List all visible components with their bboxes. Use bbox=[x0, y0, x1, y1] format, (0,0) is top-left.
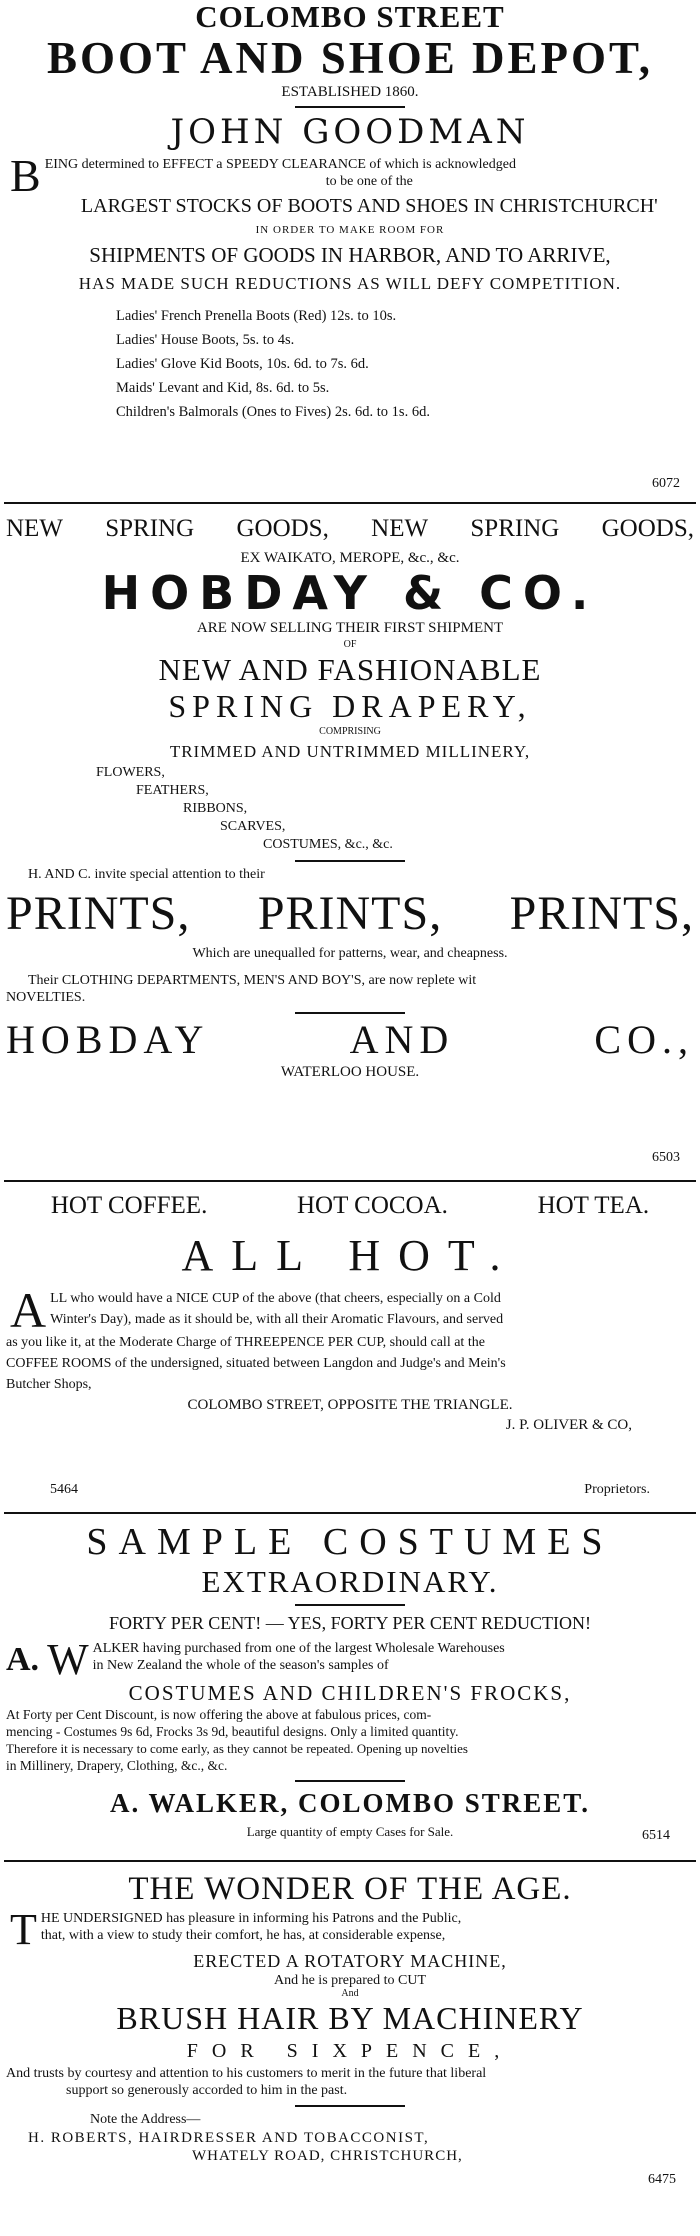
drop-capital: W bbox=[47, 1635, 89, 1684]
ad-reference-number: 6503 bbox=[652, 1150, 680, 1165]
price-item: Children's Balmorals (Ones to Fives) 2s. 6d. to 1s. 6d. bbox=[116, 404, 430, 420]
waterloo-house-line: WATERLOO HOUSE. bbox=[280, 1064, 420, 1080]
divider-rule bbox=[295, 1604, 405, 1606]
prints-word: PRINTS, bbox=[257, 887, 443, 940]
trusts-line: And trusts by courtesy and attention to his customers to merit in the future that liberal bbox=[6, 2066, 487, 2081]
goods-item: COSTUMES, &c., &c. bbox=[263, 837, 393, 852]
price-item: Ladies' House Boots, 5s. to 4s. bbox=[116, 332, 295, 348]
divider-rule bbox=[295, 860, 405, 862]
prints-word: PRINTS, bbox=[6, 887, 191, 940]
body-line: LL who would have a NICE CUP of the above (that cheers, especially on a Cold bbox=[50, 1291, 501, 1306]
divider-rule bbox=[295, 1780, 405, 1782]
goods-list bbox=[6, 764, 694, 854]
drink-item: HOT COCOA. bbox=[296, 1192, 448, 1219]
hot-drinks-line bbox=[6, 1188, 694, 1224]
undersigned-opening bbox=[6, 1905, 694, 1954]
prints-word: PRINTS, bbox=[509, 887, 694, 940]
walker-opening bbox=[6, 1635, 694, 1684]
body-line: Butcher Shops, bbox=[6, 1377, 92, 1392]
sixpence-line: FOR SIXPENCE, bbox=[186, 2040, 514, 2062]
spring-drapery-line: SPRING DRAPERY, bbox=[168, 688, 532, 724]
goods-item: SCARVES, bbox=[220, 819, 286, 834]
opening-line: HE UNDERSIGNED has pleasure in informing his Patrons and the Public, bbox=[40, 1911, 462, 1926]
millinery-line: TRIMMED AND UNTRIMMED MILLINERY, bbox=[169, 742, 531, 761]
sample-costumes-title: SAMPLE COSTUMES bbox=[86, 1521, 614, 1563]
drink-item: HOT COFFEE. bbox=[50, 1192, 208, 1219]
special-attention-line: H. AND C. invite special attention to their bbox=[28, 867, 265, 882]
ex-ships-line: EX WAIKATO, MEROPE, &c., &c. bbox=[240, 550, 460, 566]
ad-reference-number: 5464 bbox=[50, 1482, 78, 1497]
depot-title: BOOT AND SHOE DEPOT, bbox=[47, 33, 653, 83]
opening-line-2: that, with a view to study their comfort, he has, at considerable expense, bbox=[40, 1928, 446, 1943]
divider-rule bbox=[295, 106, 405, 108]
comprising-line: COMPRISING bbox=[319, 726, 381, 737]
drink-item: HOT TEA. bbox=[537, 1192, 650, 1219]
section-rule bbox=[4, 1860, 696, 1862]
drop-capital: A bbox=[10, 1282, 47, 1338]
clothing-line: Their CLOTHING DEPARTMENTS, MEN'S AND BOY'S, are now replete wit bbox=[28, 973, 477, 988]
headline-word: GOODS, bbox=[236, 515, 329, 542]
reductions-line: HAS MADE SUCH REDUCTIONS AS WILL DEFY COMPETITION. bbox=[78, 274, 622, 293]
goods-item: RIBBONS, bbox=[183, 801, 248, 816]
boot-shoe-depot-ad bbox=[6, 0, 694, 502]
goods-item: FLOWERS, bbox=[96, 765, 165, 780]
note-address-line: Note the Address— bbox=[90, 2112, 201, 2127]
opening-line: ALKER having purchased from one of the largest Wholesale Warehouses bbox=[92, 1641, 505, 1656]
trusts-paragraph bbox=[6, 2065, 694, 2099]
proprietor-name: JOHN GOODMAN bbox=[170, 112, 530, 152]
footer-word: AND bbox=[349, 1017, 455, 1062]
drop-capital: T bbox=[10, 1905, 37, 1954]
street-heading: COLOMBO STREET bbox=[195, 0, 505, 34]
price-item: Ladies' Glove Kid Boots, 10s. 6d. to 7s. 6d. bbox=[116, 356, 369, 372]
shipments-line: SHIPMENTS OF GOODS IN HARBOR, AND TO ARRIVE, bbox=[89, 243, 611, 267]
rotatory-machine-line: ERECTED A ROTATORY MACHINE, bbox=[193, 1951, 507, 1971]
ad-reference-number: 6514 bbox=[642, 1828, 670, 1843]
clothing-paragraph bbox=[6, 972, 694, 1006]
clothing-line-2: NOVELTIES. bbox=[6, 990, 86, 1005]
ad-reference-number: 6072 bbox=[652, 476, 680, 491]
spring-goods-headline bbox=[6, 510, 694, 548]
new-fashionable-line: NEW AND FASHIONABLE bbox=[158, 652, 542, 687]
prepared-line: And he is prepared to CUT bbox=[273, 1973, 427, 1988]
of-line: OF bbox=[343, 639, 357, 650]
body-line: At Forty per Cent Discount, is now offering the above at fabulous prices, com- bbox=[6, 1707, 432, 1722]
headline-word: NEW bbox=[371, 515, 429, 542]
all-hot-title: ALL HOT. bbox=[181, 1231, 519, 1280]
wonder-title: THE WONDER OF THE AGE. bbox=[128, 1871, 572, 1907]
drop-capital: B bbox=[10, 150, 41, 201]
roberts-address-line: H. ROBERTS, HAIRDRESSER AND TOBACCONIST, bbox=[28, 2130, 430, 2146]
footer-word: CO., bbox=[594, 1017, 694, 1062]
opening-line: EING determined to EFFECT a SPEEDY CLEARANCE of which is acknowledged bbox=[44, 157, 516, 172]
walker-initial: A. bbox=[6, 1641, 40, 1678]
sample-costumes-ad bbox=[6, 1520, 694, 1854]
brush-hair-line: BRUSH HAIR BY MACHINERY bbox=[116, 2000, 584, 2036]
proprietors-label: Proprietors. bbox=[584, 1482, 650, 1497]
walker-body bbox=[6, 1706, 694, 1774]
whately-road-line: WHATELY ROAD, CHRISTCHURCH, bbox=[192, 2148, 463, 2164]
ad-reference-number: 6475 bbox=[648, 2172, 676, 2187]
divider-rule bbox=[295, 1012, 405, 1014]
body-line: mencing - Costumes 9s 6d, Frocks 3s 9d, beautiful designs. Only a limited quantity. bbox=[6, 1724, 459, 1739]
unequalled-line: Which are unequalled for patterns, wear, and cheapness. bbox=[192, 946, 508, 961]
established-line: ESTABLISHED 1860. bbox=[281, 84, 419, 100]
goods-item: FEATHERS, bbox=[136, 783, 209, 798]
body-line: as you like it, at the Moderate Charge of THREEPENCE PER CUP, should call at the bbox=[6, 1335, 485, 1350]
empty-cases-line: Large quantity of empty Cases for Sale. bbox=[246, 1824, 454, 1839]
price-item: Ladies' French Prenella Boots (Red) 12s. to 10s. bbox=[116, 308, 397, 324]
price-item: Maids' Levant and Kid, 8s. 6d. to 5s. bbox=[116, 380, 330, 396]
hobday-spring-goods-ad bbox=[6, 510, 694, 1174]
body-line: COFFEE ROOMS of the undersigned, situated between Langdon and Judge's and Mein's bbox=[6, 1356, 506, 1371]
extraordinary-title: EXTRAORDINARY. bbox=[201, 1564, 499, 1599]
coffee-body bbox=[6, 1282, 694, 1395]
opening-paragraph bbox=[6, 150, 694, 201]
prints-headline bbox=[6, 886, 694, 942]
body-line: in Millinery, Drapery, Clothing, &c., &c. bbox=[6, 1758, 228, 1773]
section-rule bbox=[4, 1180, 696, 1182]
hobday-firm-banner: HOBDAY & CO. bbox=[101, 566, 599, 620]
now-selling-line: ARE NOW SELLING THEIR FIRST SHIPMENT bbox=[196, 620, 504, 636]
walker-signature: A. WALKER, COLOMBO STREET. bbox=[109, 1788, 591, 1818]
and-line: And bbox=[341, 1988, 359, 1999]
divider-rule bbox=[295, 2105, 405, 2107]
headline-word: SPRING bbox=[105, 515, 195, 542]
section-rule bbox=[4, 502, 696, 504]
headline-word: GOODS, bbox=[601, 515, 694, 542]
coffee-rooms-ad bbox=[6, 1188, 694, 1506]
costumes-frocks-line: COSTUMES AND CHILDREN'S FROCKS, bbox=[128, 1681, 572, 1705]
headline-word: SPRING bbox=[470, 515, 560, 542]
opening-line-2: to be one of the bbox=[325, 174, 413, 189]
section-rule bbox=[4, 1512, 696, 1514]
body-line: Therefore it is necessary to come early, as they cannot be repeated. Opening up novelties bbox=[6, 1741, 468, 1756]
opening-line-2: in New Zealand the whole of the season's samples of bbox=[92, 1658, 389, 1673]
largest-stocks-line: LARGEST STOCKS OF BOOTS AND SHOES IN CHRISTCHURCH' bbox=[80, 195, 658, 217]
trusts-line-2: support so generously accorded to him in the past. bbox=[66, 2083, 348, 2098]
body-line: Winter's Day), made as it should be, with all their Aromatic Flavours, and served bbox=[50, 1312, 504, 1327]
location-line: COLOMBO STREET, OPPOSITE THE TRIANGLE. bbox=[187, 1397, 513, 1413]
footer-word: HOBDAY bbox=[6, 1017, 210, 1062]
forty-percent-line: FORTY PER CENT! — YES, FORTY PER CENT REDUCTION! bbox=[108, 1613, 592, 1633]
oliver-firm-line: J. P. OLIVER & CO, bbox=[505, 1417, 632, 1433]
hobday-footer bbox=[6, 1018, 694, 1062]
wonder-of-the-age-ad bbox=[6, 1868, 694, 2198]
headline-word: NEW bbox=[6, 515, 63, 542]
make-room-line: IN ORDER TO MAKE ROOM FOR bbox=[255, 224, 445, 236]
price-list bbox=[116, 304, 694, 424]
